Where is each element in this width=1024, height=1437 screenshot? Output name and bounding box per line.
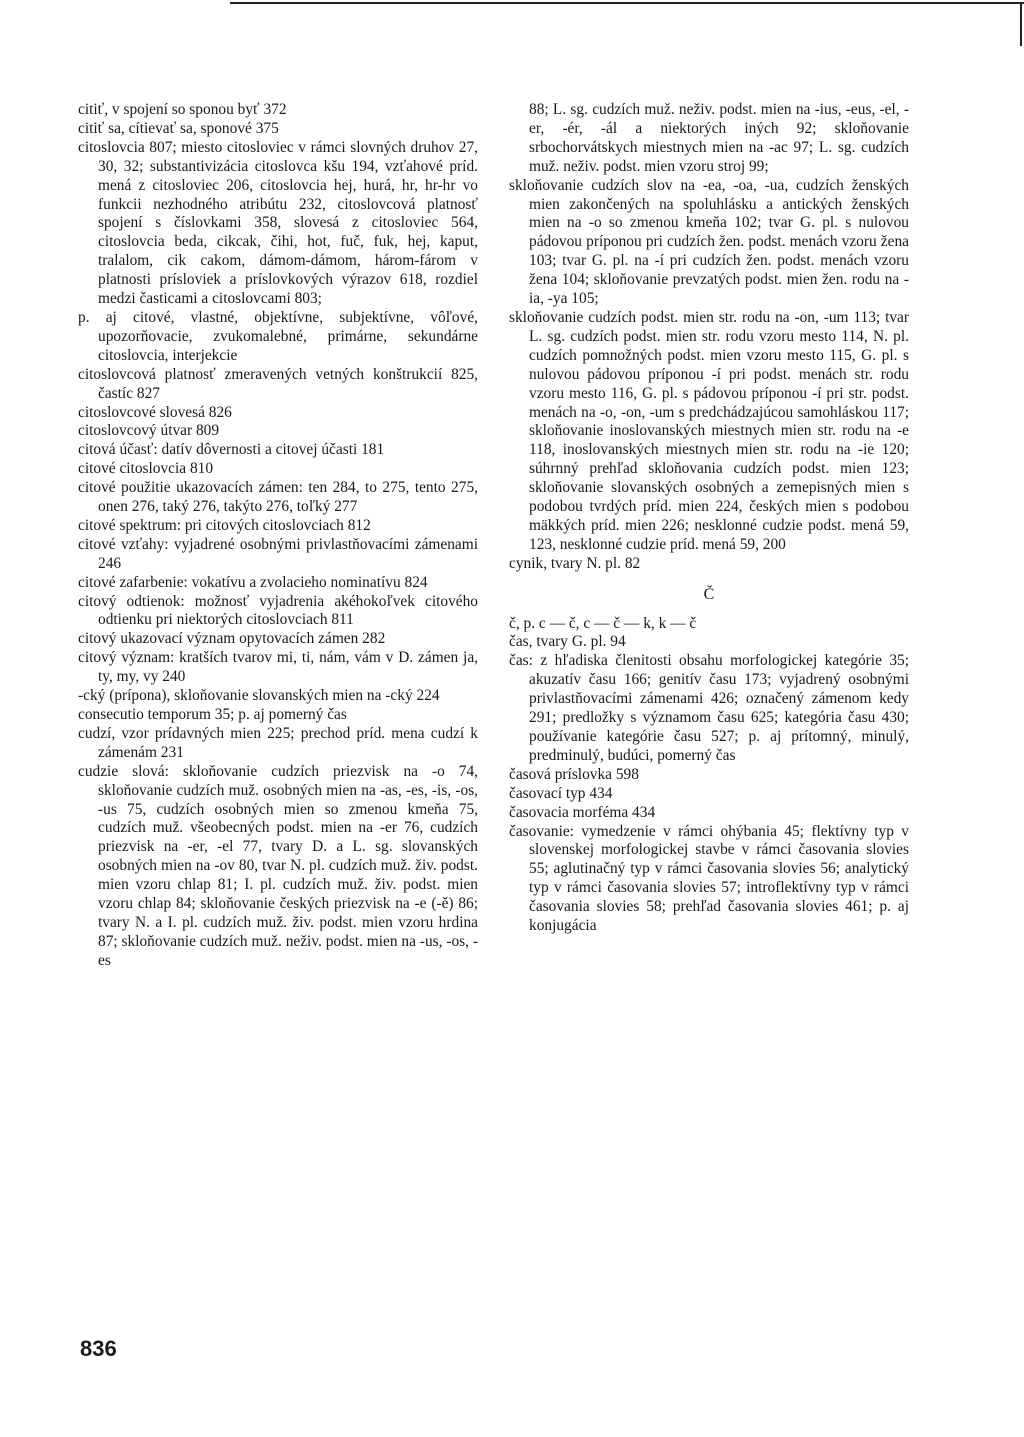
index-entry: čas, tvary G. pl. 94 <box>509 633 626 651</box>
letter-heading: Č <box>703 585 715 603</box>
index-entry: citové spektrum: pri citových citoslovciach 812 <box>78 516 371 534</box>
index-entry: cynik, tvary N. pl. 82 <box>509 554 641 572</box>
left-column <box>78 101 478 971</box>
index-entry: 88; L. sg. cudzích muž. neživ. podst. mien na -ius, -eus, -el, -er, -ér, -ál a niektorých iných 92; skloňovanie srbochorvátskych miestnych mien na -ac 97; L. sg. cudzích muž. neživ. podst. mien vzoru stroj 99; <box>529 101 909 175</box>
index-entry: -cký (prípona), skloňovanie slovanských mien na -cký 224 <box>78 687 440 705</box>
right-border-line <box>1020 2 1022 46</box>
index-entry: citové použitie ukazovacích zámen: ten 284, to 275, tento 275, onen 276, taký 276, takýto 276, toľký 277 <box>78 479 478 516</box>
index-entry: citoslovcový útvar 809 <box>78 422 220 440</box>
index-entry: p. aj citové, vlastné, objektívne, subjektívne, vôľové, upozorňovacie, zvukomalebné, primárne, sekundárne citoslovcia, interjekcie <box>78 308 478 364</box>
index-entry: citové zafarbenie: vokatívu a zvolacieho nominatívu 824 <box>78 573 428 591</box>
index-entry: citoslovcová platnosť zmeravených vetných konštrukcií 825, častíc 827 <box>78 365 478 402</box>
index-entry: č, p. c — č, c — č — k, k — č <box>509 614 697 632</box>
index-entry: časovacia morféma 434 <box>509 803 656 821</box>
top-border-line <box>230 2 1024 4</box>
index-entry: citové citoslovcia 810 <box>78 460 214 478</box>
index-entry: skloňovanie cudzích slov na -ea, -oa, -ua, cudzích ženských mien zakončených na spoluhlásku a antických ženských mien na -o so zmenou kmeňa 102; tvar G. pl. s nulovou pádovou príponou pri cudzích žen. podst. menách vzoru žena 103; tvar G. pl. na -í pri cudzích žen. podst. menách vzoru žena 104; skloňovanie prevzatých podst. mien žen. rodu na -ia, -ya 105; <box>509 176 909 308</box>
index-entry: časovanie: vymedzenie v rámci ohýbania 45; flektívny typ v slovenskej morfologickej stavbe v rámci časovania slovies 55; aglutinačný typ v rámci časovania slovies 56; analytický typ v rámci časovania slovies 57; introflektívny typ v rámci časovania slovies 58; prehľad časovania slovies 461; p. aj konjugácia <box>509 822 909 935</box>
index-entry: citiť sa, cítievať sa, sponové 375 <box>78 119 279 137</box>
index-entry: citoslovcia 807; miesto citosloviec v rámci slovných druhov 27, 30, 32; substantivizácia citoslovca kšu 194, vzťahové príd. mená z citosloviec 206, citoslovcia hej, hurá, hr, hr-hr vo funkcii nezhodného atribútu 232, citoslovcová platnosť spojení s číslovkami 358, slovesá z citosloviec 564, citoslovcia beda, cikcak, čihi, hot, fuč, fuk, hej, kaput, tralalom, cik cakom, dámom-dámom, három-fárom v platnosti prísloviek a príslovkových výrazov 618, rozdiel medzi časticami a citoslovcami 803; <box>78 138 478 308</box>
index-entry: čas: z hľadiska členitosti obsahu morfologickej kategórie 35; akuzatív času 166; genitív času 173; vyjadrený osobnými privlastňovacími zámenami 426; označený zámenom kedy 291; predložky s významom času 625; kategória času 430; používanie kategórie času 527; p. aj prítomný, minulý, predminulý, budúci, pomerný čas <box>509 652 909 764</box>
index-entry: citový ukazovací význam opytovacích zámen 282 <box>78 630 386 648</box>
index-entry: citiť, v spojení so sponou byť 372 <box>78 101 287 118</box>
index-entry: časovací typ 434 <box>509 784 613 802</box>
index-entry: cudzí, vzor prídavných mien 225; prechod príd. mena cudzí k zámenám 231 <box>78 724 478 761</box>
right-column <box>509 101 909 936</box>
index-entry: citoslovcové slovesá 826 <box>78 403 232 421</box>
index-entry: časová príslovka 598 <box>509 765 639 783</box>
index-entry: consecutio temporum 35; p. aj pomerný čas <box>78 706 347 723</box>
index-entry: citový význam: kratších tvarov mi, ti, nám, vám v D. zámen ja, ty, my, vy 240 <box>78 649 478 686</box>
page-number: 836 <box>80 1336 117 1361</box>
index-entry: skloňovanie cudzích podst. mien str. rodu na -on, -um 113; tvar L. sg. cudzích podst. mien str. rodu vzoru mesto 114, N. pl. cudzích pomnožných podst. mien vzoru mesto 115, G. pl. s nulovou pádovou príponou -í pri podst. menách str. rodu vzoru mesto 116, G. pl. s pádovou príponou -í pri str. podst. menách na -o, -on, -um s predchádzajúcou samohláskou 117; skloňovanie inoslovanských miestnych mien str. rodu na -e 118, inoslovanských miestnych mien str. rodu na -ie 120; súhrnný prehľad skloňovania cudzích podst. mien 123; skloňovanie slovanských osobných a zemepisných mien s podobou tvrdých príd. mien 224, českých mien s podobou mäkkých príd. mien 226; nesklonné cudzie podst. mená 59, 123, nesklonné cudzie príd. mená 59, 200 <box>509 308 909 553</box>
index-entry: cudzie slová: skloňovanie cudzích priezvisk na -o 74, skloňovanie cudzích muž. osobných mien na -as, -es, -is, -os, -us 75, cudzích osobných mien so zmenou kmeňa 75, cudzích muž. všeobecných podst. mien na -er 76, cudzích priezvisk na -er, -el 77, tvary D. a L. sg. slovanských osobných mien na -ov 80, tvar N. pl. cudzích muž. živ. podst. mien vzoru chlap 81; I. pl. cudzích muž. živ. podst. mien vzoru chlap 84; skloňovanie českých priezvisk na -e (-ě) 86; tvary N. a I. pl. cudzích muž. živ. podst. mien vzoru hrdina 87; skloňovanie cudzích muž. neživ. podst. mien na -us, -os, -es <box>78 762 478 969</box>
index-entry: citové vzťahy: vyjadrené osobnými privlastňovacími zámenami 246 <box>78 535 478 572</box>
index-entry: citový odtienok: možnosť vyjadrenia akéhokoľvek citového odtienku pri niektorých citoslovciach 811 <box>78 592 478 629</box>
index-entry: citová účasť: datív dôvernosti a citovej účasti 181 <box>78 441 385 459</box>
